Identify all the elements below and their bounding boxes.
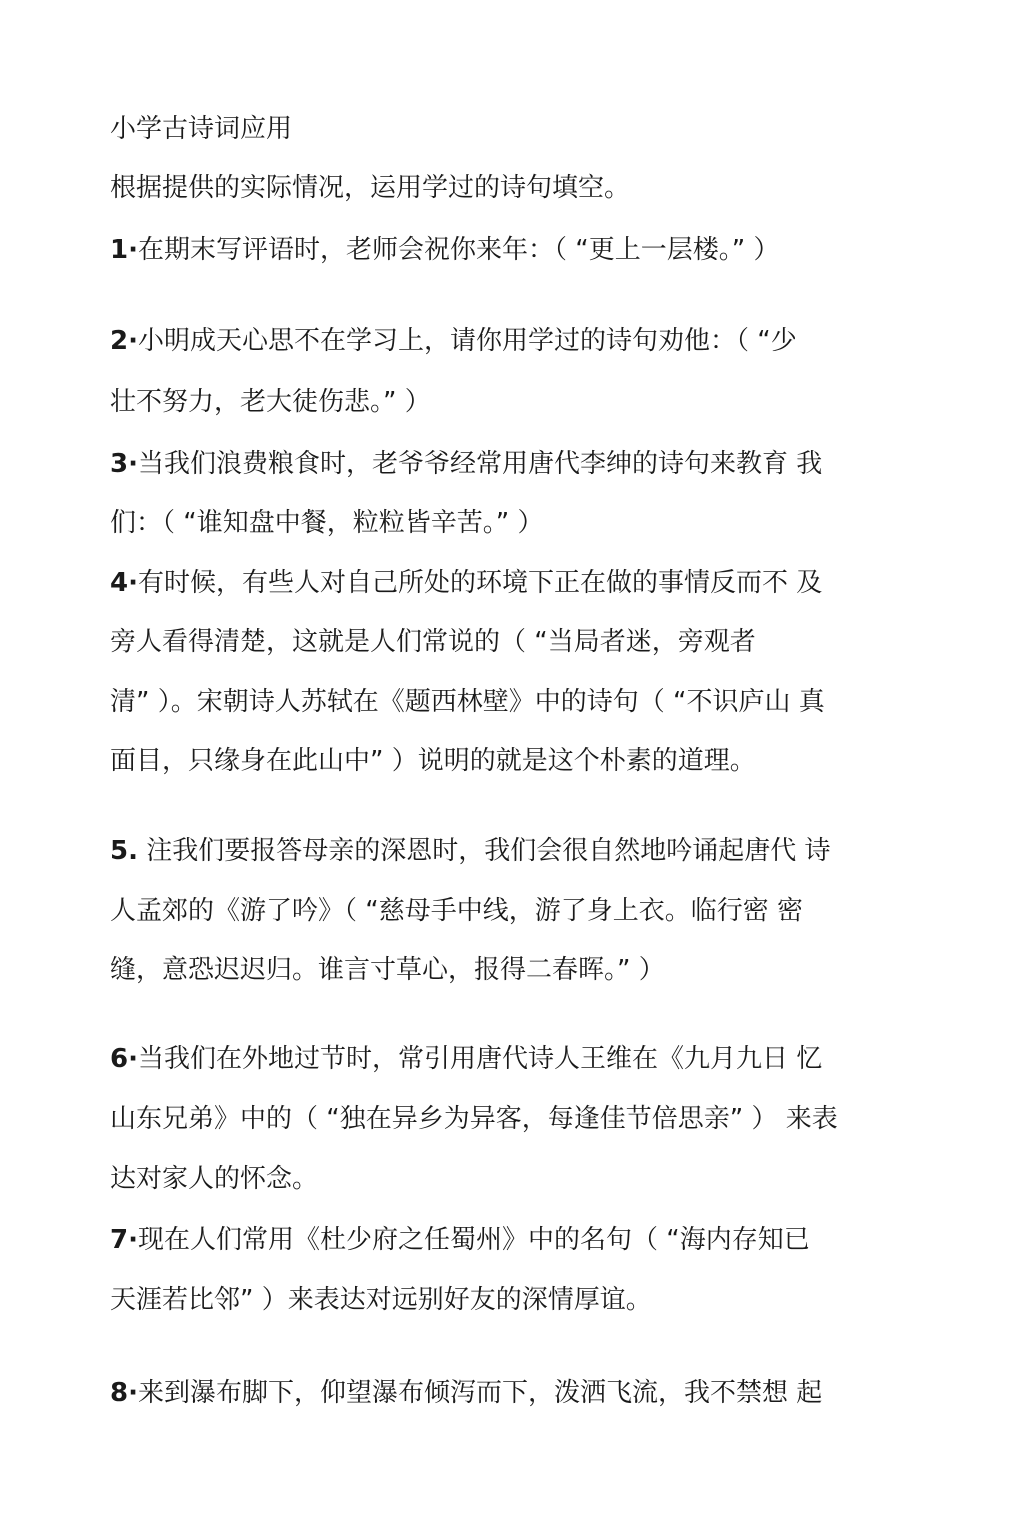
document-title: 小学古诗词应用 (110, 114, 293, 144)
question-4-line-2: 旁人看得清楚，这就是人们常说的（ “当局者迷，旁观者 (110, 627, 756, 657)
question-2-line-1: 2·小明成天心思不在学习上，请你用学过的诗句劝他：（ “少 (110, 326, 797, 356)
question-2-line-2: 壮不努力，老大徒伤悲。” ） (110, 387, 431, 417)
question-6-line-2: 山东兄弟》中的（ “独在异乡为异客，每逢佳节倍思亲” ） 来表 (110, 1104, 838, 1134)
question-7-number: 7 (110, 1225, 129, 1255)
question-8-number: 8 (110, 1378, 129, 1408)
question-7-line-2: 天涯若比邻” ）来表达对远别好友的深情厚谊。 (110, 1285, 652, 1315)
question-5-line-3: 缝，意恐迟迟归。谁言寸草心，报得二春晖。” ） (110, 955, 665, 985)
question-5-line-1: 5. 注我们要报答母亲的深恩时，我们会很自然地吟诵起唐代 诗 (110, 836, 831, 866)
question-6-line-3: 达对家人的怀念。 (110, 1164, 319, 1194)
question-5-line-2: 人孟郊的《游了吟》（ “慈母手中线，游了身上衣。临行密 密 (110, 896, 803, 926)
question-3-line-1: 3·当我们浪费粮食时，老爷爷经常用唐代李绅的诗句来教育 我 (110, 449, 823, 479)
question-3-line-2: 们：（ “谁知盘中餐，粒粒皆辛苦。” ） (110, 508, 544, 538)
question-3-number: 3 (110, 449, 129, 479)
question-4-number: 4 (110, 568, 129, 598)
question-1-number: 1 (110, 235, 129, 265)
question-6-number: 6 (110, 1044, 129, 1074)
question-7-line-1: 7·现在人们常用《杜少府之任蜀州》中的名句（ “海内存知已 (110, 1225, 810, 1255)
question-6-line-1: 6·当我们在外地过节时，常引用唐代诗人王维在《九月九日 忆 (110, 1044, 823, 1074)
question-1-line-1: 1·在期末写评语时，老师会祝你来年：（ “更上一层楼。” ） (110, 235, 780, 265)
question-2-number: 2 (110, 326, 129, 356)
question-8-line-1: 8·来到瀑布脚下，仰望瀑布倾泻而下，泼洒飞流，我不禁想 起 (110, 1378, 823, 1408)
question-4-line-4: 面目，只缘身在此山中” ）说明的就是这个朴素的道理。 (110, 746, 756, 776)
question-5-number: 5 (110, 836, 129, 866)
question-4-line-3: 清” ）。宋朝诗人苏轼在《题西林壁》中的诗句（ “不识庐山 真 (110, 687, 825, 717)
instruction-text: 根据提供的实际情况，运用学过的诗句填空。 (110, 173, 631, 203)
question-4-line-1: 4·有时候，有些人对自己所处的环境下正在做的事情反而不 及 (110, 568, 823, 598)
